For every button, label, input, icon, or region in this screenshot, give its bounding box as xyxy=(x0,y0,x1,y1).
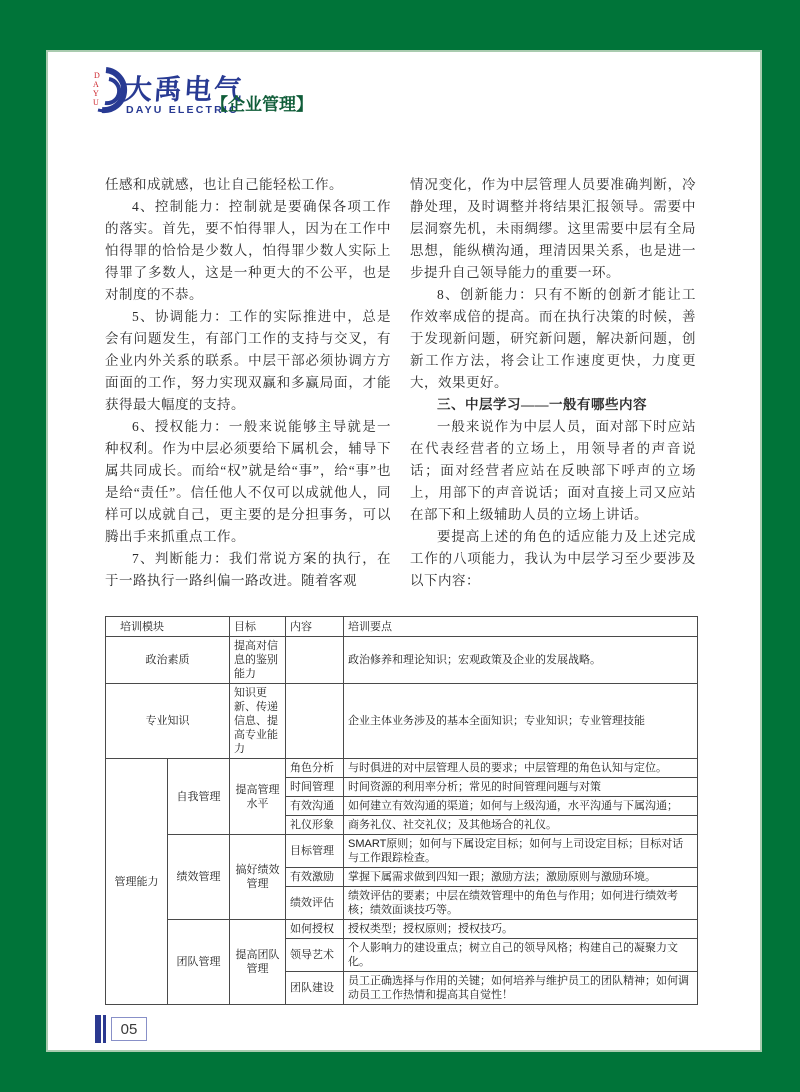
table-header-row xyxy=(106,617,698,637)
header-cell-goal: 目标 xyxy=(230,617,286,637)
paragraph: 任感和成就感，也让自己能轻松工作。 xyxy=(105,177,343,192)
goal-cell: 知识更新、传递信息、提高专业能力 xyxy=(230,684,286,759)
goal-cell: 搞好绩效管理 xyxy=(230,835,286,920)
paragraph: 6、授权能力：一般来说能够主导就是一种权利。作为中层必须要给下属机会，辅导下属共同成长。而给“权”就是给“事”，给“事”也是给“责任”。信任他人不仅可以成就他人，同样可以成就自己，更主要的是分担事务，可以腾出手来抓重点工作。 xyxy=(105,419,391,544)
paragraph: 8、创新能力：只有不断的创新才能让工作效率成倍的提高。而在执行决策的时候，善于发现新问题，研究新问题，解决新问题，创新工作方法，将会让工作速度更快，力度更大，效果更好。 xyxy=(410,287,696,390)
header-cell-points: 培训要点 xyxy=(344,617,698,637)
points-cell: 与时俱进的对中层管理人员的要求；中层管理的角色认知与定位。 xyxy=(344,759,698,778)
points-cell: 员工正确选择与作用的关键；如何培养与维护员工的团队精神；如何调动员工工作热情和提高其自觉性！ xyxy=(344,972,698,1005)
points-cell: 时间资源的利用率分析；常见的时间管理问题与对策 xyxy=(344,778,698,797)
points-cell: 政治修养和理论知识；宏观政策及企业的发展战略。 xyxy=(344,637,698,684)
submodule-cell: 绩效管理 xyxy=(168,835,230,920)
page-number-bars-icon xyxy=(95,1015,101,1043)
table-row xyxy=(106,637,698,684)
table-row xyxy=(106,835,698,868)
svg-text:D: D xyxy=(94,71,100,80)
content-cell: 角色分析 xyxy=(286,759,344,778)
table-row xyxy=(106,920,698,939)
points-cell: 如何建立有效沟通的渠道；如何与上级沟通，水平沟通与下属沟通； xyxy=(344,797,698,816)
left-column xyxy=(105,174,391,592)
goal-cell: 提高团队管理 xyxy=(230,920,286,1005)
paragraph: 4、控制能力：控制就是要确保各项工作的落实。首先，要不怕得罪人，因为在工作中怕得罪的恰恰是少数人，怕得罪少数人实际上得罪了多数人，这是一种更大的不公平，也是对制度的不恭。 xyxy=(105,199,391,302)
content-cell: 有效沟通 xyxy=(286,797,344,816)
logo-chinese-name: 大禹电气 xyxy=(122,74,245,105)
content-cell: 目标管理 xyxy=(286,835,344,868)
header-cell-content: 内容 xyxy=(286,617,344,637)
module-cell: 专业知识 xyxy=(106,684,230,759)
page-number-bars-icon xyxy=(103,1015,106,1043)
table-row xyxy=(106,684,698,759)
content-cell xyxy=(286,637,344,684)
paragraph: 一般来说作为中层人员，面对部下时应站在代表经营者的立场上，用领导者的声音说话；面对经营者应站在反映部下呼声的立场上，用部下的声音说话；面对直接上司又应站在部下和上级辅助人员的立场上讲话。 xyxy=(410,419,696,522)
points-cell: 掌握下属需求做到四知一跟；激励方法；激励原则与激励环境。 xyxy=(344,868,698,887)
module-cell: 管理能力 xyxy=(106,759,168,1005)
submodule-cell: 团队管理 xyxy=(168,920,230,1005)
content-cell: 绩效评估 xyxy=(286,887,344,920)
paragraph: 情况变化，作为中层管理人员要准确判断，冷静处理，及时调整并将结果汇报领导。需要中层洞察先机，未雨绸缪。这里需要中层有全局思想，能纵横沟通，理清因果关系，也是进一步提升自己领导能力的重要一环。 xyxy=(410,177,696,280)
goal-cell: 提高管理水平 xyxy=(230,759,286,835)
svg-text:U: U xyxy=(93,98,99,107)
svg-text:Y: Y xyxy=(93,89,99,98)
svg-text:A: A xyxy=(93,80,99,89)
paragraph: 5、协调能力：工作的实际推进中，总是会有问题发生，有部门工作的支持与交叉，有企业内外关系的联系。中层干部必须协调方方面面的工作，努力实现双赢和多赢局面，才能获得最大幅度的支持。 xyxy=(105,309,391,412)
points-cell: SMART原则；如何与下属设定目标；如何与上司设定目标；目标对话与工作跟踪检查。 xyxy=(344,835,698,868)
submodule-cell: 自我管理 xyxy=(168,759,230,835)
content-cell: 礼仪形象 xyxy=(286,816,344,835)
points-cell: 企业主体业务涉及的基本全面知识；专业知识；专业管理技能 xyxy=(344,684,698,759)
points-cell: 个人影响力的建设重点；树立自己的领导风格；构建自己的凝聚力文化。 xyxy=(344,939,698,972)
content-cell: 团队建设 xyxy=(286,972,344,1005)
content-cell: 有效激励 xyxy=(286,868,344,887)
section-heading: 三、中层学习——一般有哪些内容 xyxy=(437,397,647,412)
paragraph: 要提高上述的角色的适应能力及上述完成工作的八项能力，我认为中层学习至少要涉及以下内容： xyxy=(410,529,696,588)
training-table xyxy=(105,616,698,1005)
paragraph: 7、判断能力：我们常说方案的执行，在于一路执行一路纠偏一路改进。随着客观 xyxy=(105,551,391,588)
logo-english-name: DAYU ELECTRIC xyxy=(126,104,239,116)
section-tag: 【企业管理】 xyxy=(211,95,313,114)
goal-cell: 提高对信息的鉴别能力 xyxy=(230,637,286,684)
header-cell-module: 培训模块 xyxy=(106,617,230,637)
points-cell: 绩效评估的要素；中层在绩效管理中的角色与作用；如何进行绩效考核；绩效面谈技巧等。 xyxy=(344,887,698,920)
page-number: 05 xyxy=(111,1017,147,1041)
right-column xyxy=(410,174,696,592)
points-cell: 商务礼仪、社交礼仪；及其他场合的礼仪。 xyxy=(344,816,698,835)
page-content xyxy=(48,52,760,1050)
table-row xyxy=(106,759,698,778)
content-cell: 时间管理 xyxy=(286,778,344,797)
content-cell xyxy=(286,684,344,759)
content-cell: 领导艺术 xyxy=(286,939,344,972)
points-cell: 授权类型；授权原则；授权技巧。 xyxy=(344,920,698,939)
content-cell: 如何授权 xyxy=(286,920,344,939)
module-cell: 政治素质 xyxy=(106,637,230,684)
training-table-wrapper xyxy=(105,616,697,1005)
